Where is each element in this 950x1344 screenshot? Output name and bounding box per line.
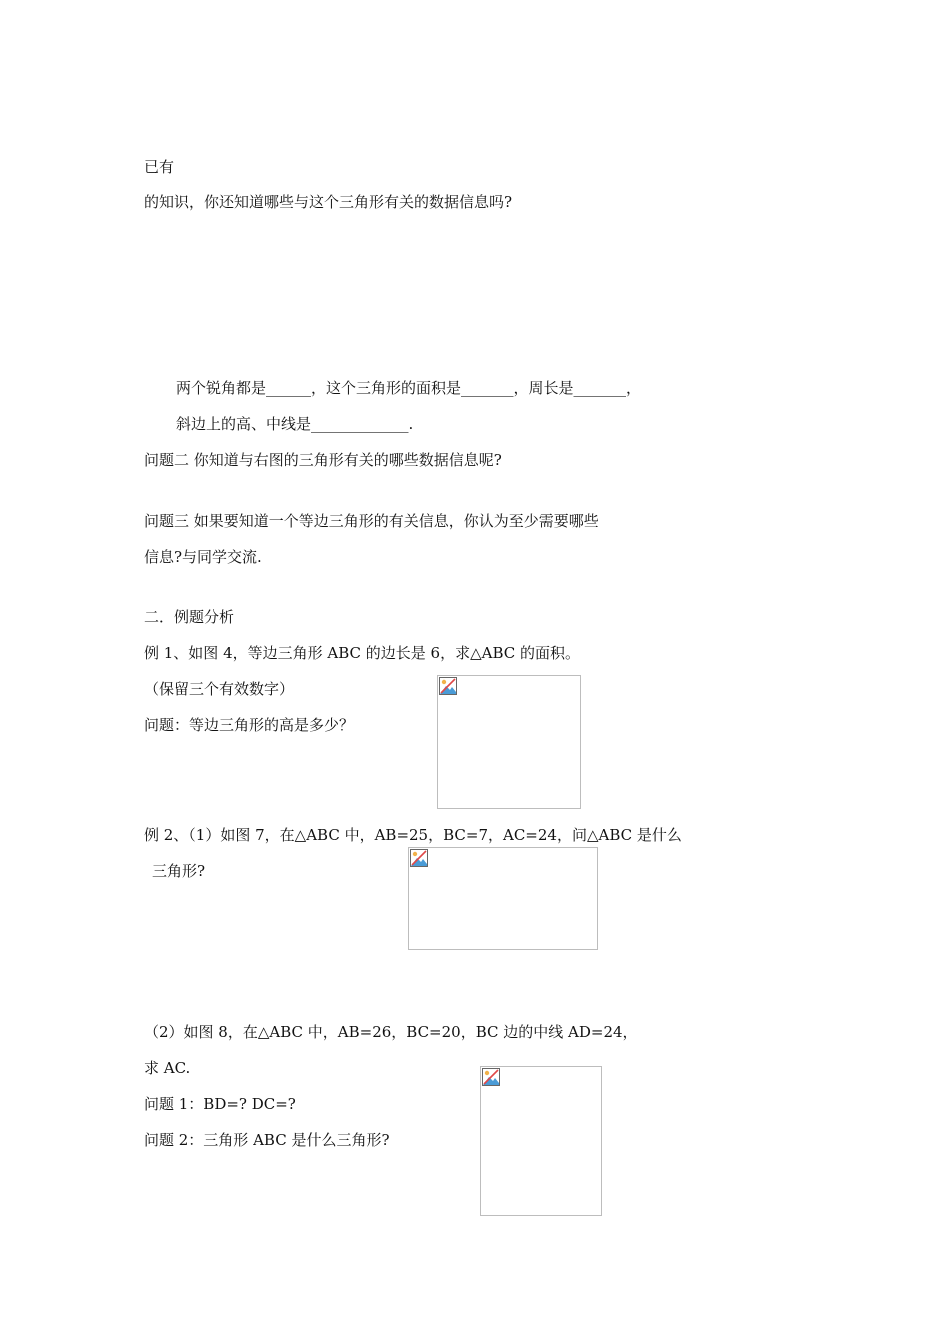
example-one-line-2: （保留三个有效数字） [144,680,295,698]
question-one-line-1: 两个锐角都是______，这个三角形的面积是_______，周长是_______， [176,379,642,397]
example-two-part-2-line-1: （2）如图 8，在△ABC 中，AB=26，BC=20，BC 边的中线 AD=24， [144,1023,638,1041]
example-two-question-2: 问题 2：三角形 ABC 是什么三角形? [144,1131,390,1149]
figure-4-placeholder [437,675,581,809]
example-two-question-1: 问题 1：BD=? DC=? [144,1095,296,1113]
broken-image-icon [482,1068,500,1086]
figure-7-placeholder [408,847,598,950]
figure-8-placeholder [480,1066,602,1216]
broken-image-icon [410,849,428,867]
example-two-part-2-line-2: 求 AC. [144,1059,191,1077]
question-three-line-2: 信息?与同学交流. [144,548,262,566]
example-two-line-1: 例 2、（1）如图 7，在△ABC 中，AB=25，BC=7，AC=24，问△ABC 是什么 [144,826,682,844]
example-one-question: 问题：等边三角形的高是多少？ [144,716,355,734]
example-two-line-2: 三角形? [152,862,206,880]
broken-image-icon [439,677,457,695]
example-one-line-1: 例 1、如图 4，等边三角形 ABC 的边长是 6，求△ABC 的面积。 [144,644,580,662]
intro-line-1: 已有 [144,158,175,176]
section-two-title: 二．例题分析 [144,608,235,626]
question-one-line-2: 斜边上的高、中线是_____________. [176,415,414,433]
question-three-line-1: 问题三 如果要知道一个等边三角形的有关信息，你认为至少需要哪些 [144,512,599,530]
intro-line-2: 的知识，你还知道哪些与这个三角形有关的数据信息吗? [144,193,513,211]
question-two: 问题二 你知道与右图的三角形有关的哪些数据信息呢? [144,451,502,469]
